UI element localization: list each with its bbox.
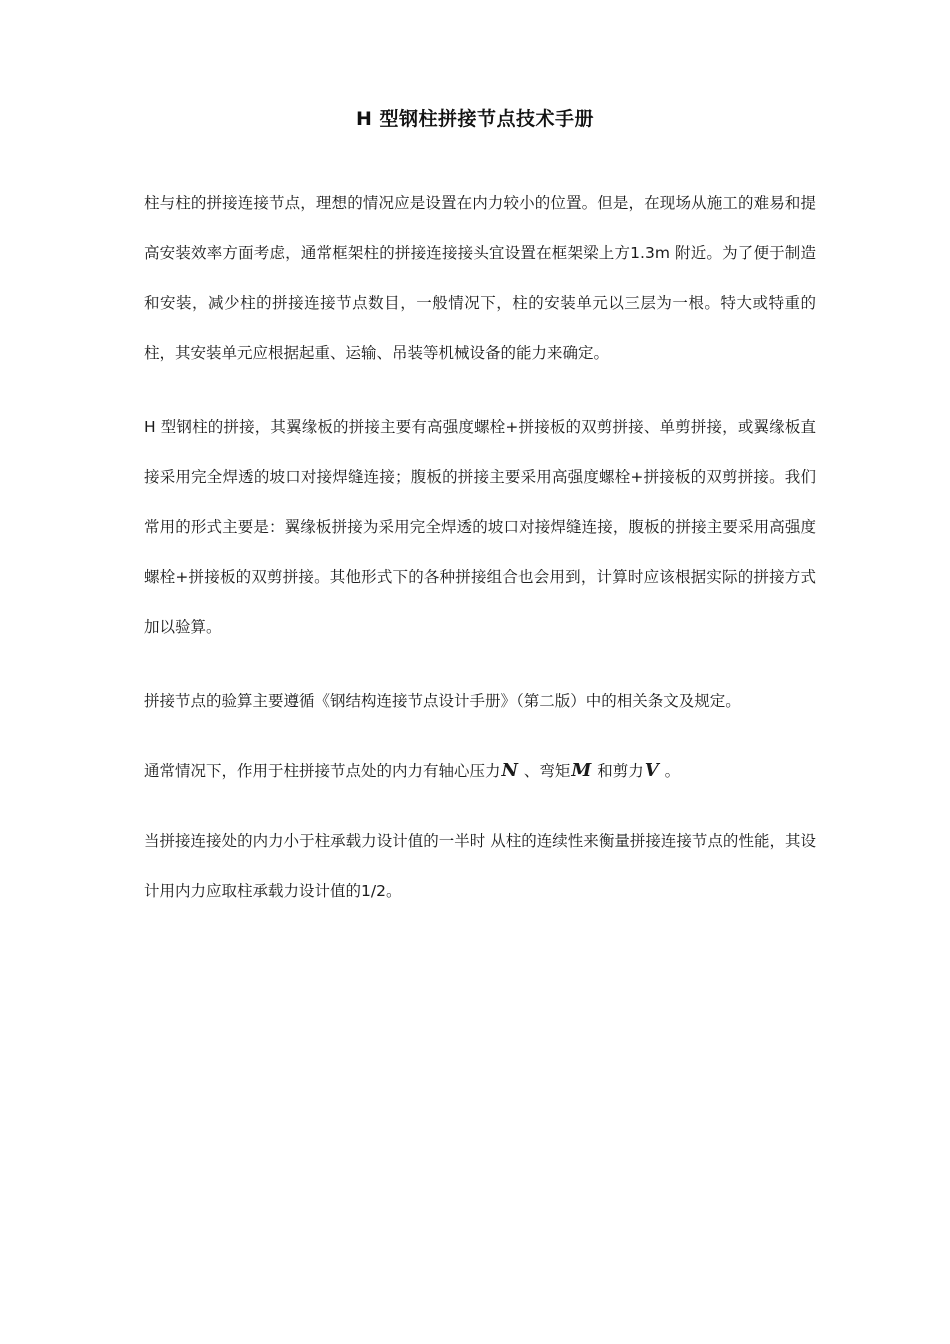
forces-text-a: 通常情况下，作用于柱拼接节点处的内力有轴心压力 bbox=[144, 762, 501, 780]
forces-text-c: 和剪力 bbox=[592, 762, 644, 780]
forces-text-d: 。 bbox=[659, 762, 681, 780]
document-title: H 型钢柱拼接节点技术手册 bbox=[355, 108, 595, 130]
forces-text-b: 、弯矩 bbox=[518, 762, 571, 780]
paragraph-design-reference: 拼接节点的验算主要遵循《钢结构连接节点设计手册》（第二版）中的相关条文及规定。 bbox=[144, 692, 741, 710]
paragraph-splice-location: 柱与柱的拼接连接节点，理想的情况应是设置在内力较小的位置。但是，在现场从施工的难易和提高安装效率方面考虑，通常框架柱的拼接连接接头宜设置在框架梁上方1.3m 附近。为了便于制造和安装，减少柱的拼接连接节点数目，一般情况下，柱的安装单元以三层为一根。特大或特重的柱，其安装单元应根据起重、运输、吊装等机械设备的能力来确定。 bbox=[144, 194, 816, 362]
symbol-axial-force: N bbox=[501, 760, 518, 781]
paragraph-design-force: 当拼接连接处的内力小于柱承载力设计值的一半时 从柱的连续性来衡量拼接连接节点的性能，其设计用内力应取柱承载力设计值的1/2。 bbox=[144, 832, 816, 900]
paragraph-internal-forces bbox=[144, 746, 816, 796]
paragraph-splice-types: H 型钢柱的拼接，其翼缘板的拼接主要有高强度螺栓+拼接板的双剪拼接、单剪拼接，或翼缘板直接采用完全焊透的坡口对接焊缝连接；腹板的拼接主要采用高强度螺栓+拼接板的双剪拼接。我们常用的形式主要是：翼缘板拼接为采用完全焊透的坡口对接焊缝连接，腹板的拼接主要采用高强度螺栓+拼接板的双剪拼接。其他形式下的各种拼接组合也会用到，计算时应该根据实际的拼接方式加以验算。 bbox=[144, 418, 816, 636]
symbol-shear-force: V bbox=[644, 760, 659, 781]
symbol-bending-moment: M bbox=[571, 760, 592, 781]
document-body bbox=[144, 178, 816, 916]
